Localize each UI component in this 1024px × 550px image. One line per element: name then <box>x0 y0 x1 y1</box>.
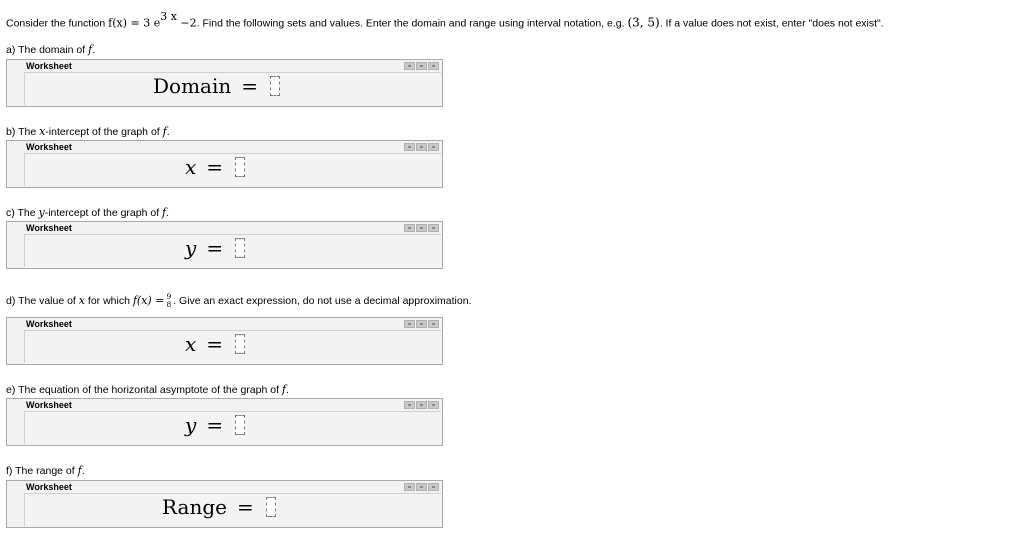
equals-sign: = <box>241 74 259 98</box>
question-e-label <box>6 383 289 396</box>
equals-sign: = <box>206 236 224 260</box>
problem-statement <box>6 12 884 30</box>
close-icon[interactable] <box>404 224 415 232</box>
expand-icon[interactable] <box>428 320 439 328</box>
fraction-denominator: 8 <box>166 300 172 309</box>
worksheet-toolbar <box>404 143 439 151</box>
worksheet-a <box>6 59 443 107</box>
worksheet-c <box>6 221 443 269</box>
minimize-icon[interactable] <box>416 401 427 409</box>
worksheet-toolbar <box>404 483 439 491</box>
expand-icon[interactable] <box>428 143 439 151</box>
question-f-math: f <box>77 464 82 477</box>
close-icon[interactable] <box>404 143 415 151</box>
expand-icon[interactable] <box>428 224 439 232</box>
minimize-icon[interactable] <box>416 224 427 232</box>
question-f-label <box>6 464 85 477</box>
equation-lhs: y <box>185 236 197 260</box>
worksheet-title: Worksheet <box>26 482 72 492</box>
question-c-math: y <box>38 206 45 219</box>
close-icon[interactable] <box>404 401 415 409</box>
question-b-end: . <box>166 126 170 138</box>
equation-lhs: Range <box>162 495 227 519</box>
interval-example: (3, 5) <box>627 15 660 30</box>
worksheet-b <box>6 140 443 188</box>
question-a-text: a) The domain of <box>6 44 89 56</box>
worksheet-f <box>6 480 443 528</box>
minimize-icon[interactable] <box>416 62 427 70</box>
equation-domain <box>153 74 280 98</box>
intro-text: Consider the function <box>6 17 109 30</box>
expand-icon[interactable] <box>428 401 439 409</box>
question-d-suffix: for which <box>85 294 133 307</box>
worksheet-title: Worksheet <box>26 61 72 71</box>
close-icon[interactable] <box>404 320 415 328</box>
fraction <box>166 293 171 309</box>
question-b-text: b) The <box>6 126 40 138</box>
question-e-text: e) The equation of the horizontal asymptote of the graph of <box>6 384 282 396</box>
question-f-text: f) The range of <box>6 465 78 477</box>
equation-x-value <box>185 332 245 356</box>
question-e-suffix: . <box>285 384 289 396</box>
expand-icon[interactable] <box>428 483 439 491</box>
equation-lhs: x <box>185 155 197 179</box>
domain-answer-input[interactable] <box>270 76 280 96</box>
question-e-math: f <box>281 383 286 396</box>
y-intercept-answer-input[interactable] <box>235 238 245 258</box>
equals-sign: = <box>206 413 224 437</box>
fraction-numerator: 9 <box>166 292 172 301</box>
worksheet-toolbar <box>404 401 439 409</box>
function-exponent: 3 x <box>160 10 177 23</box>
minimize-icon[interactable] <box>416 143 427 151</box>
equals-sign: = <box>206 332 224 356</box>
question-b-label <box>6 125 170 138</box>
equation-range <box>162 495 276 519</box>
asymptote-answer-input[interactable] <box>235 415 245 435</box>
minimize-icon[interactable] <box>416 320 427 328</box>
question-c-text: c) The <box>6 207 39 219</box>
worksheet-title: Worksheet <box>26 319 72 329</box>
range-answer-input[interactable] <box>266 497 276 517</box>
function-tail: −2 <box>176 16 197 30</box>
question-c-math2: f <box>162 206 167 219</box>
close-icon[interactable] <box>404 62 415 70</box>
question-c-suffix: -intercept of the graph of <box>44 207 163 219</box>
equation-lhs: Domain <box>153 74 232 98</box>
equation-asymptote <box>185 413 245 437</box>
question-a-label <box>6 43 95 56</box>
question-c-end: . <box>166 207 170 219</box>
worksheet-title: Worksheet <box>26 400 72 410</box>
question-c-label <box>6 206 169 219</box>
question-d-end: . Give an exact expression, do not use a decimal approximation. <box>173 294 472 307</box>
worksheet-toolbar <box>404 320 439 328</box>
close-icon[interactable] <box>404 483 415 491</box>
question-d-text: d) The value of <box>6 294 79 307</box>
worksheet-title: Worksheet <box>26 142 72 152</box>
question-d-math: x <box>78 293 85 307</box>
equation-lhs: y <box>185 413 197 437</box>
question-b-math: x <box>39 125 46 138</box>
question-f-suffix: . <box>81 465 85 477</box>
equals-sign: = <box>206 155 224 179</box>
worksheet-toolbar <box>404 62 439 70</box>
x-value-answer-input[interactable] <box>235 334 245 354</box>
question-d-label <box>6 293 471 309</box>
question-b-math2: f <box>162 125 167 138</box>
question-a-suffix: . <box>92 44 96 56</box>
intro-end: . If a value does not exist, enter "does not exist". <box>659 17 884 30</box>
equation-x-intercept <box>185 155 245 179</box>
question-b-suffix: -intercept of the graph of <box>45 126 163 138</box>
worksheet-toolbar <box>404 224 439 232</box>
equation-y-intercept <box>185 236 245 260</box>
equals-sign: = <box>236 495 254 519</box>
question-a-math: f <box>88 43 93 56</box>
question-d-math2: f(x) = <box>132 293 165 307</box>
minimize-icon[interactable] <box>416 483 427 491</box>
worksheet-d <box>6 317 443 365</box>
intro-instructions: . Find the following sets and values. Enter the domain and range using interval notation, e.g. <box>196 17 628 30</box>
x-intercept-answer-input[interactable] <box>235 157 245 177</box>
expand-icon[interactable] <box>428 62 439 70</box>
function-definition: f(x) = 3 e <box>108 16 161 30</box>
worksheet-e <box>6 398 443 446</box>
worksheet-title: Worksheet <box>26 223 72 233</box>
equation-lhs: x <box>185 332 197 356</box>
